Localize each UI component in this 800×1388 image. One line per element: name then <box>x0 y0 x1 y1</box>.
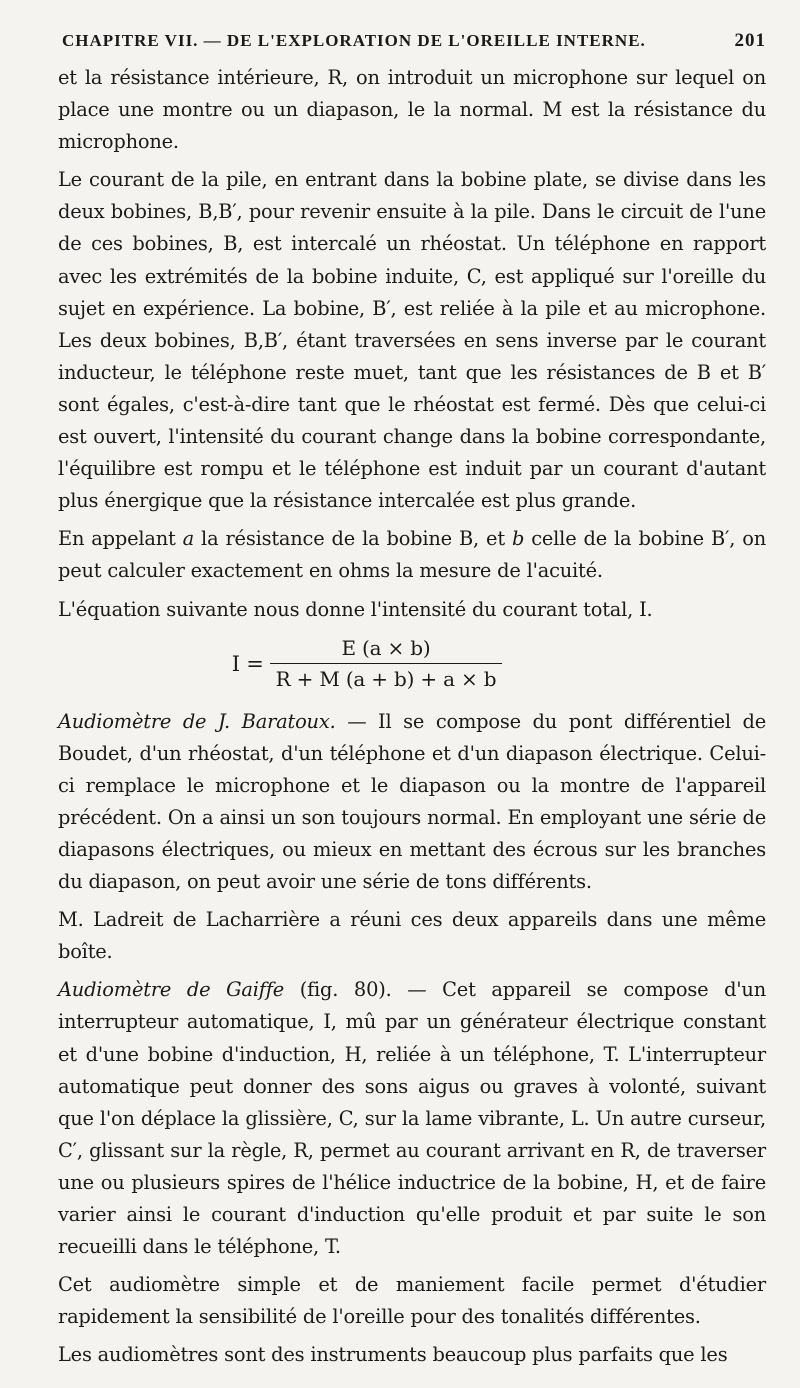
paragraph-text: En appelant <box>58 527 183 551</box>
equation-denominator: R + M (a + b) + a × b <box>275 667 497 692</box>
paragraph <box>58 974 766 1263</box>
equation-fraction <box>270 635 503 692</box>
section-title-gaiffe: Audiomètre de Gaiffe <box>58 978 284 1002</box>
section-title-baratoux: Audiomètre de J. Baratoux. <box>58 709 336 733</box>
fraction-bar <box>270 663 503 664</box>
paragraph-text: (fig. 80). — Cet appareil se compose d'un interrupteur automatique, I, mû par un générateur électrique constant et d'une bobine d'induction, H, reliée à un téléphone, T. L'interrupteur automatique peut donner des sons aigus ou graves à volonté, suivant que l'on déplace la glissière, C, sur la lame vibrante, L. Un autre curseur, C′, glissant sur la règle, R, permet au courant arrivant en R, de traverser une ou plusieurs spires de l'hélice inductrice de la bobine, H, et de faire varier ainsi le courant d'induction qu'elle produit et par suite le son recueilli dans le téléphone, T. <box>58 978 766 1259</box>
page-number: 201 <box>734 30 766 51</box>
variable-b: b <box>511 527 525 551</box>
paragraph: Le courant de la pile, en entrant dans la bobine plate, se divise dans les deux bobines, B,B′, pour revenir ensuite à la pile. Dans le circuit de l'une de ces bobines, B, est intercalé un rhéostat. Un téléphone en rapport avec les extrémités de la bobine induite, C, est appliqué sur l'oreille du sujet en expérience. La bobine, B′, est reliée à la pile et au microphone. Les deux bobines, B,B′, étant traversées en sens inverse par le courant inducteur, le téléphone reste muet, tant que les résistances de B et B′ sont égales, c'est-à-dire tant que le rhéostat est fermé. Dès que celui-ci est ouvert, l'intensité du courant change dans la bobine correspondante, l'équilibre est rompu et le téléphone est induit par un courant d'autant plus énergique que la résistance intercalée est plus grande. <box>58 168 766 513</box>
paragraph: M. Ladreit de Lacharrière a réuni ces deux appareils dans une même boîte. <box>58 908 766 964</box>
paragraph-text: celle de la bobine B′, on peut calculer exactement en ohms la mesure de l'acuité. <box>58 527 766 583</box>
paragraph <box>58 706 766 899</box>
paragraph <box>58 523 766 587</box>
paragraph: Cet audiomètre simple et de maniement facile permet d'étudier rapidement la sensibilité de l'oreille pour des tonalités différentes. <box>58 1273 766 1329</box>
paragraph: L'équation suivante nous donne l'intensité du courant total, I. <box>58 597 653 621</box>
variable-a: a <box>182 527 195 551</box>
page-body <box>58 62 766 1371</box>
paragraph-text: — Il se compose du pont différentiel de Boudet, d'un rhéostat, d'un téléphone et d'un diapason électrique. Celui-ci remplace le microphone et le diapason ou la montre de l'appareil précédent. On a ainsi un son toujours normal. En employant une série de diapasons électriques, ou mieux en mettant des écrous sur les branches du diapason, on peut avoir une série de tons différents. <box>58 709 766 894</box>
equation-lhs: I = <box>231 651 264 676</box>
running-title: CHAPITRE VII. — DE L'EXPLORATION DE L'OREILLE INTERNE. <box>62 31 646 50</box>
equation-numerator: E (a × b) <box>341 636 431 661</box>
running-header <box>62 30 766 52</box>
intensity-equation <box>0 632 766 696</box>
paragraph: Les audiomètres sont des instruments beaucoup plus parfaits que les <box>58 1343 728 1367</box>
paragraph: et la résistance intérieure, R, on introduit un microphone sur lequel on place une montre ou un diapason, le la normal. M est la résistance du microphone. <box>58 66 766 154</box>
paragraph-text: la résistance de la bobine B, et <box>194 527 512 551</box>
